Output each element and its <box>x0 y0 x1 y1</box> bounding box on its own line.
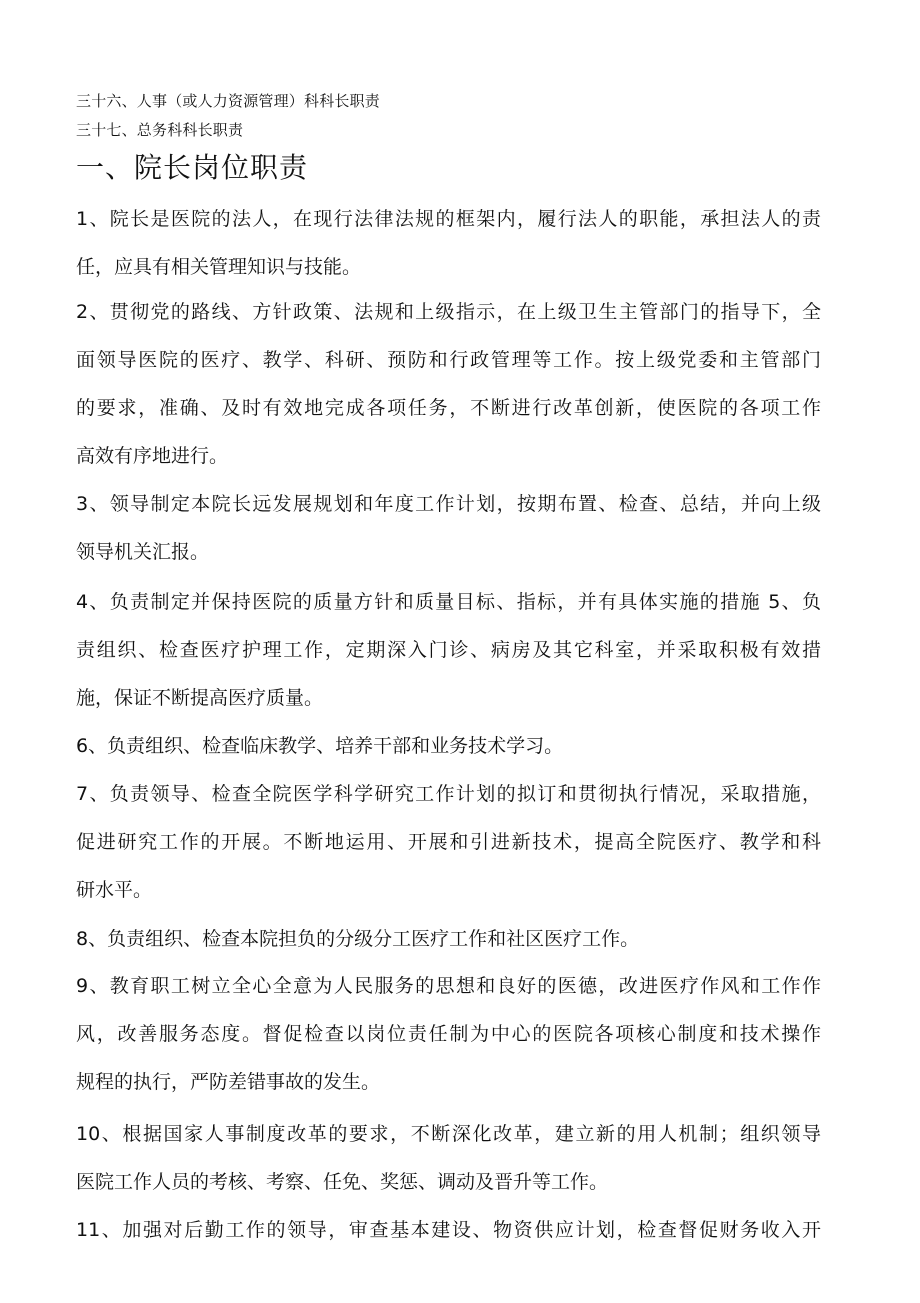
paragraph-line: 任，应具有相关管理知识与技能。 <box>76 256 362 278</box>
paragraph-line: 11、加强对后勤工作的领导，审查基本建设、物资供应计划，检查督促财务收入开 <box>76 1219 821 1241</box>
paragraph-line: 面领导医院的医疗、教学、科研、预防和行政管理等工作。按上级党委和主管部门 <box>76 349 821 371</box>
paragraph-line: 规程的执行，严防差错事故的发生。 <box>76 1071 381 1093</box>
paragraph-line: 领导机关汇报。 <box>76 541 210 563</box>
paragraph-line: 4、负责制定并保持医院的质量方针和质量目标、指标，并有具体实施的措施 5、负 <box>76 591 821 613</box>
toc-item-36: 三十六、人事（或人力资源管理）科科长职责 <box>76 92 381 110</box>
paragraph-8 <box>76 915 821 963</box>
paragraph-line: 10、根据国家人事制度改革的要求，不断深化改革，建立新的用人机制；组织领导 <box>76 1123 821 1145</box>
paragraph-line: 7、负责领导、检查全院医学科学研究工作计划的拟订和贯彻执行情况，采取措施， <box>76 783 821 805</box>
paragraph-6 <box>76 722 821 770</box>
paragraph-line: 医院工作人员的考核、考察、任免、奖惩、调动及晋升等工作。 <box>76 1171 609 1193</box>
paragraph-line: 促进研究工作的开展。不断地运用、开展和引进新技术，提高全院医疗、教学和科 <box>76 831 821 853</box>
paragraph-11 <box>76 1206 821 1254</box>
paragraph-1 <box>76 195 821 291</box>
paragraph-line: 施，保证不断提高医疗质量。 <box>76 687 324 709</box>
paragraph-line: 高效有序地进行。 <box>76 445 229 467</box>
section-title: 一、院长岗位职责 <box>76 151 309 184</box>
paragraph-line: 6、负责组织、检查临床教学、培养干部和业务技术学习。 <box>76 735 564 757</box>
paragraph-line: 2、贯彻党的路线、方针政策、法规和上级指示，在上级卫生主管部门的指导下，全 <box>76 301 821 323</box>
toc-item-37: 三十七、总务科科长职责 <box>76 121 244 139</box>
paragraph-4 <box>76 578 821 722</box>
paragraph-line: 研水平。 <box>76 879 153 901</box>
paragraph-line: 8、负责组织、检查本院担负的分级分工医疗工作和社区医疗工作。 <box>76 928 640 950</box>
paragraph-line: 的要求，准确、及时有效地完成各项任务，不断进行改革创新，使医院的各项工作 <box>76 397 821 419</box>
paragraph-line: 1、院长是医院的法人，在现行法律法规的框架内，履行法人的职能，承担法人的责 <box>76 208 821 230</box>
paragraph-10 <box>76 1110 821 1206</box>
paragraph-line: 3、领导制定本院长远发展规划和年度工作计划，按期布置、检查、总结，并向上级 <box>76 493 821 515</box>
paragraph-2 <box>76 288 821 480</box>
paragraph-9 <box>76 962 821 1106</box>
paragraph-line: 风，改善服务态度。督促检查以岗位责任制为中心的医院各项核心制度和技术操作 <box>76 1023 821 1045</box>
paragraph-line: 责组织、检查医疗护理工作，定期深入门诊、病房及其它科室，并采取积极有效措 <box>76 639 821 661</box>
paragraph-3 <box>76 480 821 576</box>
paragraph-7 <box>76 770 821 914</box>
paragraph-line: 9、教育职工树立全心全意为人民服务的思想和良好的医德，改进医疗作风和工作作 <box>76 975 821 997</box>
